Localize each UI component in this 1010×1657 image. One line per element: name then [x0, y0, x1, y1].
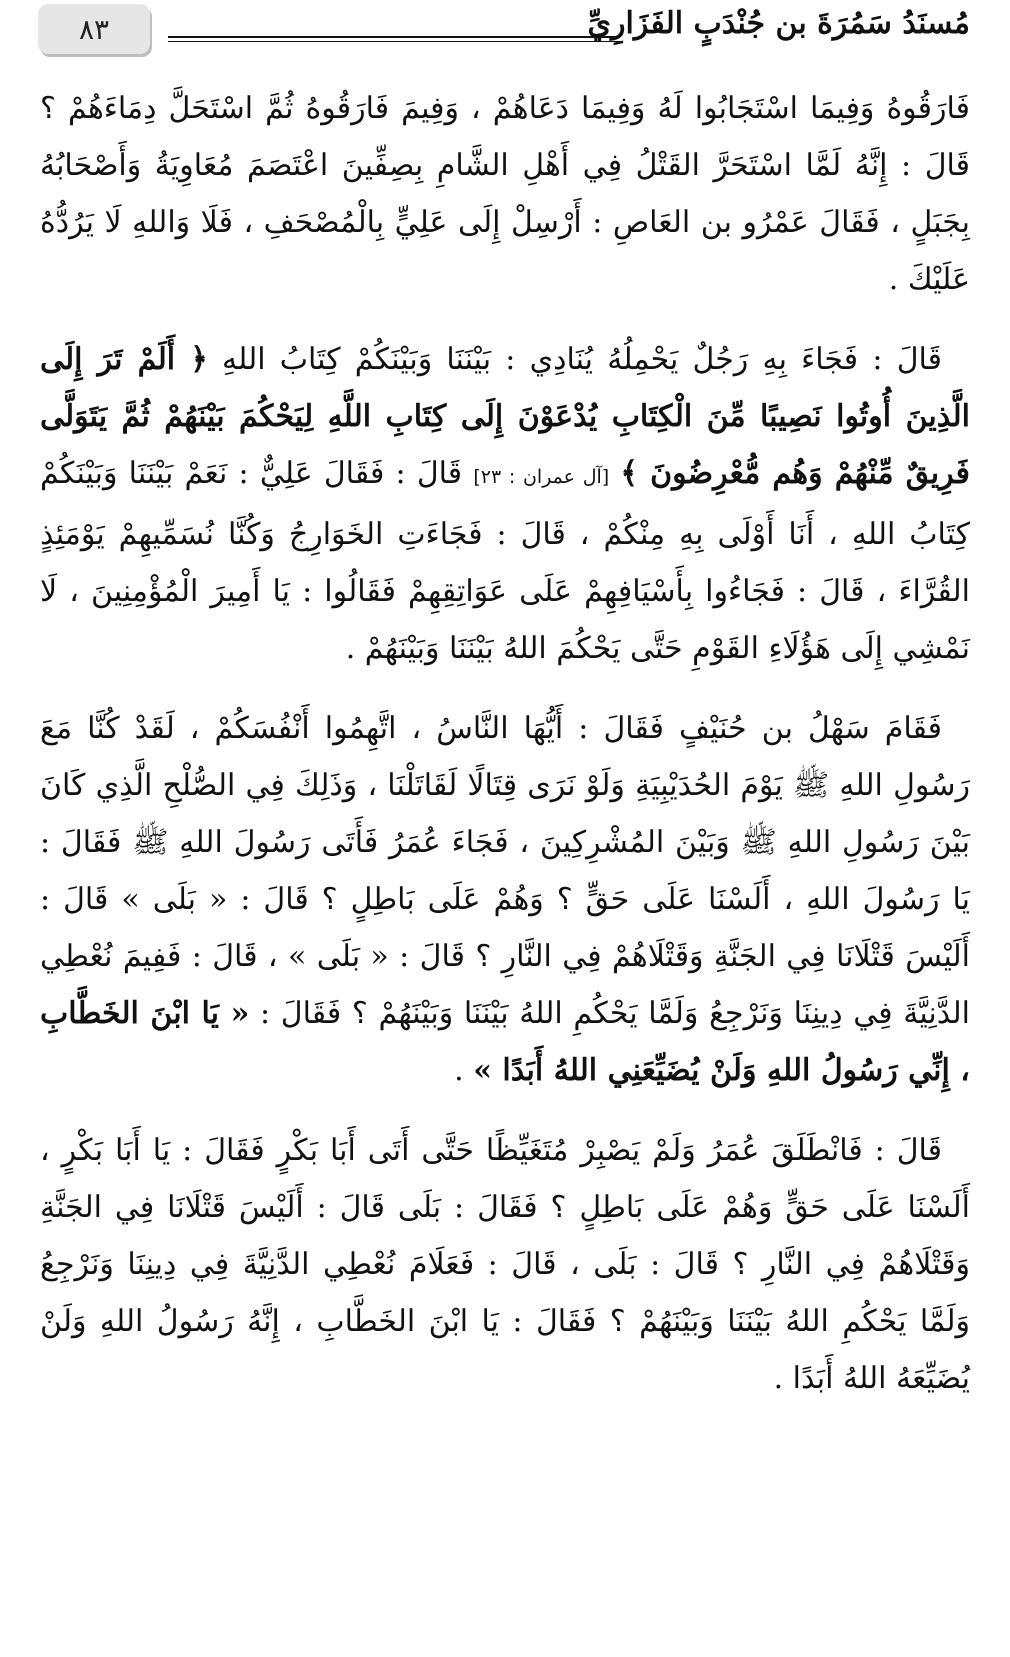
- page-number: ٨٣: [78, 12, 110, 46]
- prophet-quote: « يَا ابْنَ الخَطَّابِ ، إِنِّي رَسُولُ اللهِ وَلَنْ يُضَيِّعَنِي اللهُ أَبَدًا »: [40, 996, 970, 1088]
- paragraph-text: قَالَ : فَقَالَ عَلِيٌّ : نَعَمْ بَيْنَنَا وَبَيْنَكُمْ كِتَابُ اللهِ ، أَنَا أَوْلَى بِهِ مِنْكُمْ ، قَالَ : فَجَاءَتِ الخَوَارِجُ وَكُنَّا نُسَمِّيهِمْ يَوْمَئِذٍ القُرَّاءَ ، قَالَ : فَجَاءُوا بِأَسْيَافِهِمْ عَلَى عَوَاتِقِهِمْ فَقَالُوا : يَا أَمِيرَ الْمُؤْمِنِينَ ، لَا نَمْشِي إِلَى هَؤُلَاءِ القَوْمِ حَتَّى يَحْكُمَ اللهُ بَيْنَنَا وَبَيْنَهُمْ .: [40, 456, 970, 666]
- page-body: [40, 80, 970, 1430]
- paragraph-1: [40, 80, 970, 308]
- paragraph-text: فَارَقُوهُ وَفِيمَا اسْتَجَابُوا لَهُ وَفِيمَا دَعَاهُمْ ، وَفِيمَ فَارَقُوهُ ثُمَّ اسْتَحَلَّ دِمَاءَهُمْ ؟ قَالَ : إِنَّهُ لَمَّا اسْتَحَرَّ القَتْلُ فِي أَهْلِ الشَّامِ بِصِفِّينَ اعْتَصَمَ مُعَاوِيَةُ وَأَصْحَابُهُ بِجَبَلٍ ، فَقَالَ عَمْرُو بن العَاصِ : أَرْسِلْ إِلَى عَلِيٍّ بِالْمُصْحَفِ ، فَلَا وَاللهِ لَا يَرُدُّهُ عَلَيْكَ .: [40, 91, 970, 297]
- page-header: [38, 0, 970, 60]
- paragraph-text: .: [454, 1053, 464, 1088]
- paragraph-text: قَالَ : فَانْطَلَقَ عُمَرُ وَلَمْ يَصْبِرْ مُتَغَيِّظًا حَتَّى أَتَى أَبَا بَكْرٍ فَقَالَ : يَا أَبَا بَكْرٍ ، أَلَسْنَا عَلَى حَقٍّ وَهُمْ عَلَى بَاطِلٍ ؟ فَقَالَ : بَلَى قَالَ : أَلَيْسَ قَتْلَانَا فِي الجَنَّةِ وَقَتْلَاهُمْ فِي النَّارِ ؟ قَالَ : بَلَى ، قَالَ : فَعَلَامَ نُعْطِي الدَّنِيَّةَ فِي دِينِنَا وَنَرْجِعُ وَلَمَّا يَحْكُمِ اللهُ بَيْنَنَا وَبَيْنَهُمْ ؟ فَقَالَ : يَا ابْنَ الخَطَّابِ ، إِنَّهُ رَسُولُ اللهِ وَلَنْ يُضَيِّعَهُ اللهُ أَبَدًا .: [40, 1133, 970, 1396]
- paragraph-text: فَقَامَ سَهْلُ بن حُنَيْفٍ فَقَالَ : أَيُّهَا النَّاسُ ، اتَّهِمُوا أَنْفُسَكُمْ ، لَقَدْ كُنَّا مَعَ رَسُولِ اللهِ ﷺ يَوْمَ الحُدَيْبِيَةِ وَلَوْ نَرَى قِتَالًا لَقَاتَلْنَا ، وَذَلِكَ فِي الصُّلْحِ الَّذِي كَانَ بَيْنَ رَسُولِ اللهِ ﷺ وَبَيْنَ المُشْرِكِينَ ، فَجَاءَ عُمَرُ فَأَتَى رَسُولَ اللهِ ﷺ فَقَالَ : يَا رَسُولَ اللهِ ، أَلَسْنَا عَلَى حَقٍّ ؟ وَهُمْ عَلَى بَاطِلٍ ؟ قَالَ : « بَلَى » قَالَ : أَلَيْسَ قَتْلَانَا فِي الجَنَّةِ وَقَتْلَاهُمْ فِي النَّارِ ؟ قَالَ : « بَلَى » ، قَالَ : فَفِيمَ نُعْطِي الدَّنِيَّةَ فِي دِينِنَا وَنَرْجِعُ وَلَمَّا يَحْكُمِ اللهُ بَيْنَنَا وَبَيْنَهُمْ ؟ فَقَالَ :: [40, 711, 970, 1031]
- paragraph-2: [40, 331, 970, 677]
- header-rule: [168, 36, 620, 38]
- quran-verse: ﴿ أَلَمْ تَرَ إِلَى الَّذِينَ أُوتُوا نَصِيبًا مِّنَ الْكِتَابِ يُدْعَوْنَ إِلَى كِتَابِ اللَّهِ لِيَحْكُمَ بَيْنَهُمْ ثُمَّ يَتَوَلَّى فَرِيقٌ مِّنْهُمْ وَهُم مُّعْرِضُونَ ﴾: [40, 342, 970, 491]
- paragraph-3: [40, 700, 970, 1099]
- running-title: مُسنَدُ سَمُرَةَ بن جُنْدَبٍ الفَزَارِيِّ: [587, 6, 970, 41]
- header-rule-thin: [168, 41, 620, 42]
- page-number-badge: [38, 4, 150, 54]
- paragraph-4: [40, 1122, 970, 1407]
- paragraph-text: قَالَ : فَجَاءَ بِهِ رَجُلٌ يَحْمِلُهُ يُنَادِي : بَيْنَنَا وَبَيْنَكُمْ كِتَابُ اللهِ: [222, 342, 942, 377]
- verse-reference: [آل عمران : ٢٣]: [473, 466, 610, 488]
